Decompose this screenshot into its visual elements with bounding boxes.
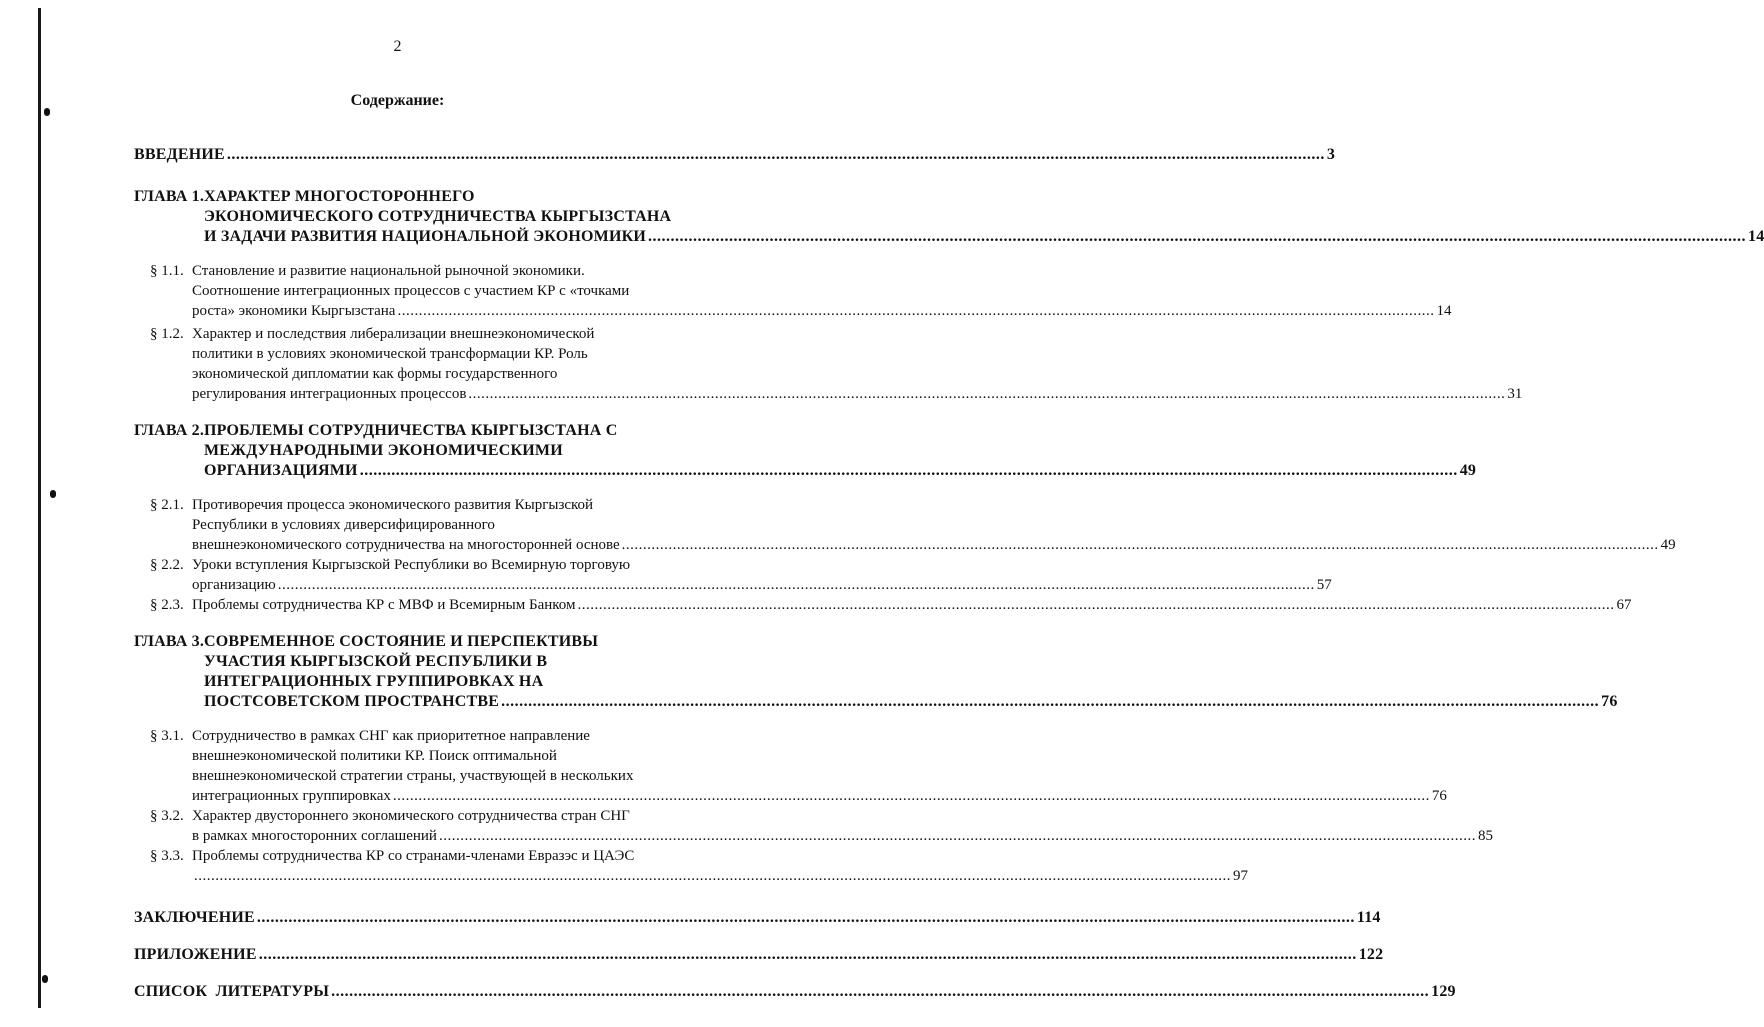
page-number: 2 — [393, 38, 402, 55]
section-line: внешнеэкономического сотрудничества на многосторонней основе — [192, 537, 620, 553]
scan-speck — [42, 975, 48, 983]
chapter-title-line: УЧАСТИЯ КЫРГЫЗСКОЙ РЕСПУБЛИКИ В — [204, 653, 548, 670]
chapter-title-line: ПОСТСОВЕТСКОМ ПРОСТРАНСТВЕ — [204, 693, 500, 710]
section-line: интеграционных группировках — [192, 788, 391, 804]
section-line: Характер и последствия либерализации внешнеэкономической — [192, 326, 595, 342]
toc-section-2-3[interactable] — [150, 595, 1632, 615]
toc-section-3-1[interactable] — [150, 726, 1447, 806]
section-line: Уроки вступления Кыргызской Республики во Всемирную торговую — [192, 557, 631, 573]
chapter-title-line: ОРГАНИЗАЦИЯМИ — [204, 462, 358, 479]
scan-speck — [50, 490, 56, 498]
toc-entry-text: ЗАКЛЮЧЕНИЕ — [134, 909, 255, 926]
chapter-title-line: ПРОБЛЕМЫ СОТРУДНИЧЕСТВА КЫРГЫЗСТАНА С — [204, 422, 618, 439]
chapter-title-line: ЭКОНОМИЧЕСКОГО СОТРУДНИЧЕСТВА КЫРГЫЗСТАНА — [204, 208, 672, 225]
toc-page-number: 14 — [1436, 303, 1452, 319]
dot-leader — [501, 692, 1599, 712]
toc-page-number: 114 — [1356, 909, 1381, 926]
toc-entry-intro[interactable] — [134, 145, 1336, 165]
toc-page-number: 122 — [1358, 946, 1384, 963]
toc-page-number: 49 — [1459, 462, 1477, 479]
chapter-label: ГЛАВА 2. — [134, 422, 205, 439]
toc-page-number: 76 — [1601, 693, 1618, 710]
section-line: Противоречия процесса экономического развития Кыргызской — [192, 497, 594, 513]
toc-entry-text: СПИСОК ЛИТЕРАТУРЫ — [134, 983, 330, 1000]
dot-leader — [278, 575, 1315, 595]
toc-chapter-3[interactable] — [134, 632, 1618, 712]
dot-leader — [622, 535, 1659, 555]
toc-section-1-2[interactable] — [150, 324, 1523, 404]
dot-leader — [468, 384, 1505, 404]
toc-chapter-1[interactable] — [134, 187, 1764, 247]
dot-leader — [393, 786, 1430, 806]
section-line: внешнеэкономической политики КР. Поиск оптимальной — [192, 748, 557, 764]
toc-section-3-3[interactable] — [150, 846, 1248, 886]
section-line: Характер двустороннего экономического сотрудничества стран СНГ — [192, 808, 630, 824]
toc-section-2-2[interactable] — [150, 555, 1332, 595]
toc-entry-references[interactable] — [134, 982, 1456, 1002]
dot-leader — [397, 301, 1434, 321]
toc-page-number: 31 — [1507, 386, 1523, 402]
chapter-title-line: СОВРЕМЕННОЕ СОСТОЯНИЕ И ПЕРСПЕКТИВЫ — [204, 633, 599, 650]
section-line: Соотношение интеграционных процессов с участием КР с «точками — [192, 283, 630, 299]
toc-section-3-2[interactable] — [150, 806, 1493, 846]
toc-entry-text: ПРИЛОЖЕНИЕ — [134, 946, 257, 963]
section-number: § 1.2. — [150, 326, 184, 342]
toc-page-number: 97 — [1233, 868, 1248, 884]
section-number: § 2.3. — [150, 597, 184, 613]
section-number: § 3.3. — [150, 848, 184, 864]
toc-chapter-2[interactable] — [134, 421, 1477, 481]
scan-left-edge — [38, 8, 41, 1008]
section-line: Проблемы сотрудничества КР со странами-членами Евразэс и ЦАЭС — [192, 848, 635, 864]
dot-leader — [194, 866, 1231, 886]
section-line: экономической дипломатии как формы государственного — [192, 366, 558, 382]
section-line: регулирования интеграционных процессов — [192, 386, 467, 402]
chapter-label: ГЛАВА 1. — [134, 188, 205, 205]
section-line: Проблемы сотрудничества КР с МВФ и Всемирным Банком — [192, 597, 576, 613]
chapter-title-line: ИНТЕГРАЦИОННЫХ ГРУППИРОВКАХ НА — [204, 673, 544, 690]
section-line: Становление и развитие национальной рыночной экономики. — [192, 263, 585, 279]
toc-page-number: 67 — [1616, 597, 1632, 613]
section-line: внешнеэкономической стратегии страны, участвующей в нескольких — [192, 768, 634, 784]
toc-entry-text: ВВЕДЕНИЕ — [134, 146, 225, 163]
dot-leader — [331, 982, 1429, 1002]
dot-leader — [227, 145, 1325, 165]
dot-leader — [648, 227, 1746, 247]
section-number: § 2.2. — [150, 557, 184, 573]
section-line: в рамках многосторонних соглашений — [192, 828, 437, 844]
toc-page-number: 3 — [1326, 146, 1336, 163]
dot-leader — [259, 945, 1357, 965]
chapter-title-line: И ЗАДАЧИ РАЗВИТИЯ НАЦИОНАЛЬНОЙ ЭКОНОМИКИ — [204, 228, 647, 245]
section-number: § 3.1. — [150, 728, 184, 744]
section-number: § 1.1. — [150, 263, 184, 279]
toc-entry-appendix[interactable] — [134, 945, 1384, 965]
section-number: § 3.2. — [150, 808, 184, 824]
toc-page-number: 14 — [1748, 228, 1764, 245]
chapter-label: ГЛАВА 3. — [134, 633, 205, 650]
table-of-contents — [134, 145, 1764, 1002]
toc-section-1-1[interactable] — [150, 261, 1452, 321]
dot-leader — [439, 826, 1476, 846]
section-line: Республики в условиях диверсифицированного — [192, 517, 495, 533]
toc-page-number: 85 — [1477, 828, 1493, 844]
toc-entry-conclusion[interactable] — [134, 908, 1381, 928]
toc-page-number: 76 — [1431, 788, 1447, 804]
toc-page-number: 57 — [1316, 577, 1332, 593]
section-line: роста» экономики Кыргызстана — [192, 303, 396, 319]
section-line: политики в условиях экономической трансформации КР. Роль — [192, 346, 588, 362]
toc-page-number: 129 — [1431, 983, 1456, 1000]
dot-leader — [360, 461, 1458, 481]
toc-title: Содержание: — [350, 92, 445, 109]
dot-leader — [257, 908, 1355, 928]
dot-leader — [578, 595, 1615, 615]
section-line: Сотрудничество в рамках СНГ как приоритетное направление — [192, 728, 590, 744]
section-number: § 2.1. — [150, 497, 184, 513]
toc-page-number: 49 — [1660, 537, 1676, 553]
section-line: организацию — [192, 577, 276, 593]
toc-section-2-1[interactable] — [150, 495, 1676, 555]
chapter-title-line: МЕЖДУНАРОДНЫМИ ЭКОНОМИЧЕСКИМИ — [204, 442, 563, 459]
chapter-title-line: ХАРАКТЕР МНОГОСТОРОННЕГО — [204, 188, 475, 205]
